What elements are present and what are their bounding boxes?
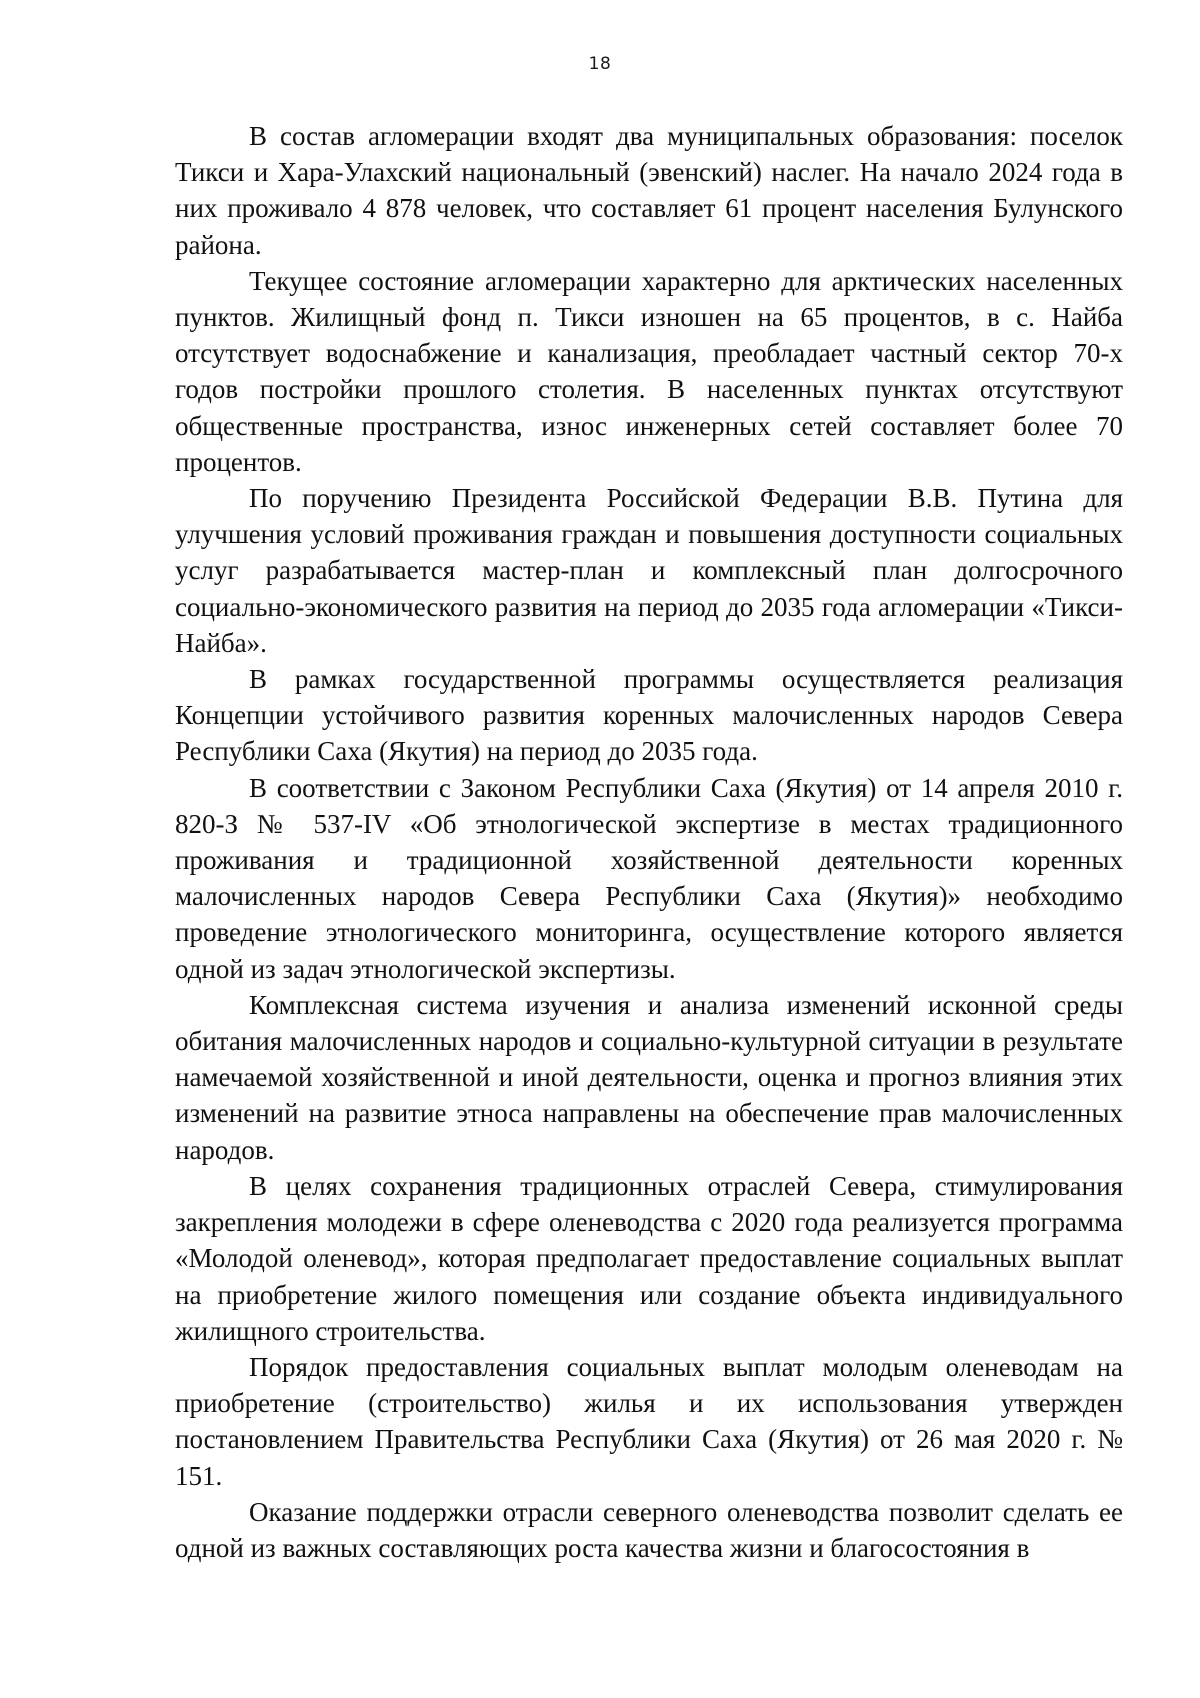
paragraph-reindeer-support: Оказание поддержки отрасли северного оленеводства позволит сделать ее одной из важных составляющих роста качества жизни и благосостояния в <box>175 1496 1123 1563</box>
paragraph-current-state: Текущее состояние агломерации характерно для арктических населенных пунктов. Жилищный фонд п. Тикси изношен на 65 процентов, в с. Найба отсутствует водоснабжение и канализация, преобладает частный сектор 70-х годов постройки прошлого столетия. В населенных пунктах отсутствуют общественные пространства, износ инженерных сетей составляет более 70 процентов. <box>175 265 1123 477</box>
paragraph-young-reindeer-herder: В целях сохранения традиционных отраслей Севера, стимулирования закрепления молодежи в сфере оленеводства с 2020 года реализуется программа «Молодой оленевод», которая предполагает предоставление социальных выплат на приобретение жилого помещения или создание объекта индивидуального жилищного строительства. <box>175 1170 1123 1346</box>
paragraph-complex-system: Комплексная система изучения и анализа изменений исконной среды обитания малочисленных народов и социально-культурной ситуации в результате намечаемой хозяйственной и иной деятельности, оценка и прогноз влияния этих изменений на развитие этноса направлены на обеспечение прав малочисленных народов. <box>175 989 1123 1165</box>
paragraph-state-program: В рамках государственной программы осуществляется реализация Концепции устойчивого развития коренных малочисленных народов Севера Республики Саха (Якутия) на период до 2035 года. <box>175 664 1123 767</box>
paragraph-ethnological-law: В соответствии с Законом Республики Саха (Якутия) от 14 апреля 2010 г. 820-З № 537-IV «Об этнологической экспертизе в местах традиционного проживания и традиционной хозяйственной деятельности коренных малочисленных народов Севера Республики Саха (Якутия)» необходимо проведение этнологического мониторинга, осуществление которого является одной из задач этнологической экспертизы. <box>175 772 1123 984</box>
paragraph-payment-procedure: Порядок предоставления социальных выплат молодым оленеводам на приобретение (строительство) жилья и их использования утвержден постановлением Правительства Республики Саха (Якутия) от 26 мая 2020 г. № 151. <box>175 1351 1123 1491</box>
paragraph-presidential-order: По поручению Президента Российской Федерации В.В. Путина для улучшения условий проживания граждан и повышения доступности социальных услуг разрабатывается мастер-план и комплексный план долгосрочного социально-экономического развития на период до 2035 года агломерации «Тикси-Найба». <box>175 483 1123 658</box>
document-body <box>175 118 1123 1566</box>
page-number: 18 <box>588 54 612 74</box>
paragraph-agglomeration-composition: В состав агломерации входят два муниципальных образования: поселок Тикси и Хара-Улахский национальный (эвенский) наслег. На начало 2024 года в них проживало 4 878 человек, что составляет 61 процент населения Булунского района. <box>175 121 1123 260</box>
